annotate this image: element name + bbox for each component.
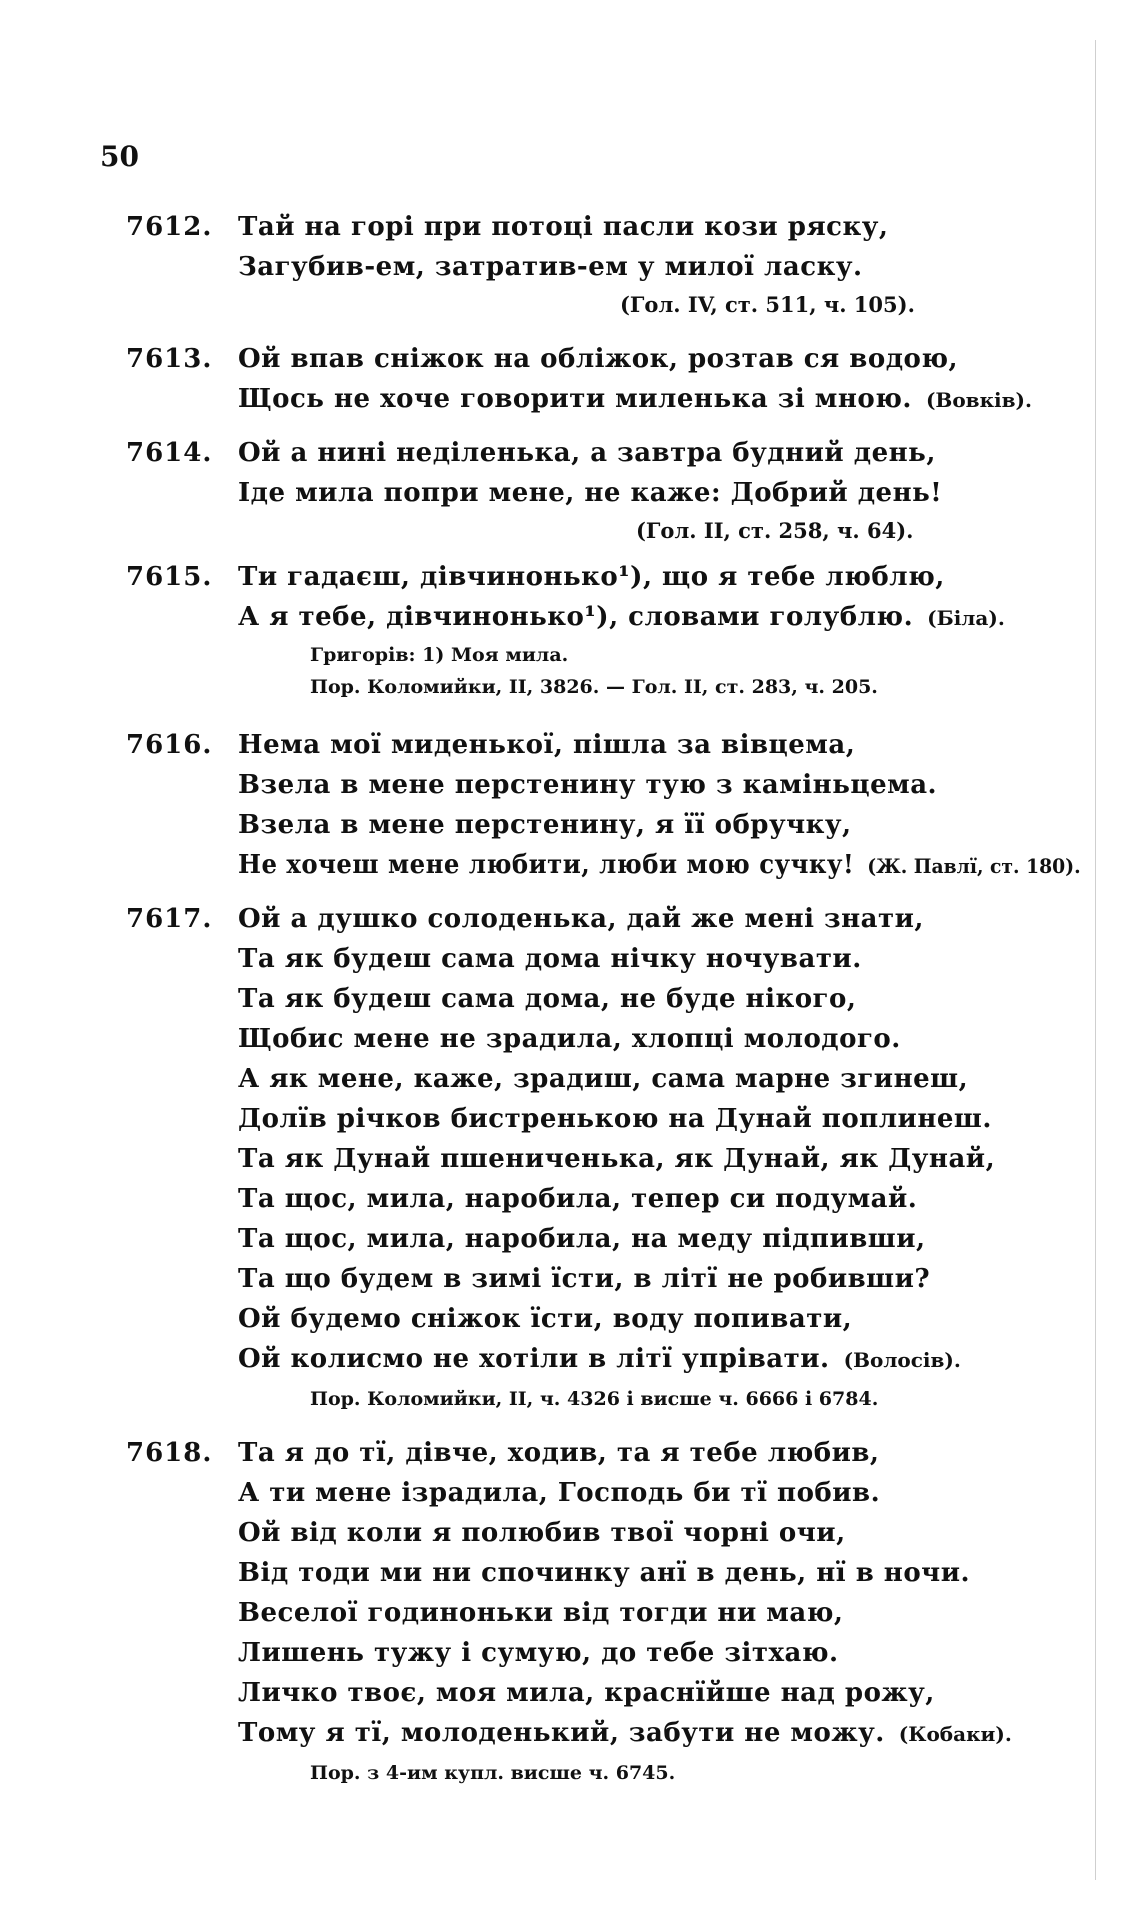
verse-text: Щось не хоче говорити миленька зі мною. [238, 384, 912, 414]
verse-line [238, 904, 924, 934]
comparison-note: Пор. з 4-им купл. висше ч. 6745. [310, 1762, 676, 1784]
verse-line [238, 562, 945, 592]
verse-text: Ой будемо сніжок їсти, воду попивати, [238, 1304, 853, 1334]
verse-line [238, 1304, 852, 1334]
verse-text: Взела в мене перстенину тую з каміньцема. [238, 770, 938, 800]
verse-line [238, 1558, 970, 1588]
verse-line [238, 438, 936, 468]
verse-text: Щобис мене не зрадила, хлопці молодого. [238, 1024, 901, 1054]
verse-text: Ой впав сніжок на обліжок, розтав ся водою, [238, 344, 959, 374]
verse-line [238, 478, 942, 508]
verse-text: Ой а душко солоденька, дай же мені знати, [238, 904, 924, 934]
entry-number: 7618. [126, 1438, 213, 1468]
verse-text: Та щос, мила, наробила, тепер си подумай. [238, 1184, 918, 1214]
verse-text: Тай на горі при потоці пасли кози ряску, [238, 212, 889, 242]
verse-text: А як мене, каже, зрадиш, сама марне згинеш, [238, 1064, 969, 1094]
verse-line [238, 1598, 843, 1628]
verse-text: Від тоди ми ни спочинку анї в день, нї в ночи. [238, 1558, 971, 1588]
entry-number: 7616. [126, 730, 213, 760]
verse-text: Іде мила попри мене, не каже: Добрий день! [238, 478, 943, 508]
source-citation: (Кобаки). [898, 1722, 1012, 1746]
verse-line [238, 770, 937, 800]
verse-text: Та щос, мила, наробила, на меду підпивши, [238, 1224, 926, 1254]
verse-line [238, 1438, 879, 1468]
entry-number: 7614. [126, 438, 213, 468]
source-citation: (Ж. Павлї, ст. 180). [867, 854, 1081, 878]
verse-text: Та як будеш сама дома нічку ночувати. [238, 944, 862, 974]
verse-text: А ти мене ізрадила, Господь би тї побив. [238, 1478, 881, 1508]
verse-text: Долїв річков бистренькою на Дунай поплинеш. [238, 1104, 992, 1134]
verse-text: Веселої годиноньки від тогди ни маю, [238, 1598, 844, 1628]
verse-line [238, 602, 1005, 632]
page-edge-line [1095, 40, 1096, 1880]
source-citation: (Волосів). [843, 1348, 961, 1372]
verse-line [238, 1184, 917, 1214]
verse-line [238, 850, 1081, 880]
verse-line [238, 984, 856, 1014]
verse-line [238, 1024, 901, 1054]
verse-text: А я тебе, дівчинонько¹), словами голублю. [238, 602, 914, 632]
verse-text: Та як будеш сама дома, не буде нікого, [238, 984, 857, 1014]
verse-line [238, 1518, 846, 1548]
verse-line [238, 1224, 926, 1254]
verse-text: Ти гадаєш, дівчинонько¹), що я тебе люблю, [238, 562, 945, 592]
verse-text: Нема мої миденької, пішла за вівцема, [238, 730, 856, 760]
source-citation: (Біла). [927, 606, 1005, 630]
verse-line [238, 1144, 995, 1174]
entry-number: 7613. [126, 344, 213, 374]
verse-text: Ой від коли я полюбив твої чорні очи, [238, 1518, 846, 1548]
verse-line [238, 1064, 968, 1094]
verse-text: Ой а нині неділенька, а завтра будний день, [238, 438, 936, 468]
verse-line [238, 1264, 930, 1294]
page-number: 50 [100, 140, 139, 173]
verse-text: Та що будем в зимі їсти, в літї не робивши? [238, 1264, 931, 1294]
verse-line [238, 384, 1032, 414]
verse-line [238, 1718, 1012, 1748]
verse-text: Та як Дунай пшениченька, як Дунай, як Дунай, [238, 1144, 996, 1174]
verse-line [238, 944, 862, 974]
verse-line [238, 252, 863, 282]
entry-number: 7617. [126, 904, 213, 934]
footnote: Григорів: 1) Моя мила. [310, 644, 569, 666]
comparison-note: Пор. Коломийки, II, 3826. — Гол. II, ст. 283, ч. 205. [310, 676, 878, 698]
verse-line [238, 212, 888, 242]
verse-line [238, 344, 958, 374]
verse-text: Та я до тї, дівче, ходив, та я тебе любив, [238, 1438, 880, 1468]
verse-line [238, 1638, 839, 1668]
entry-number: 7615. [126, 562, 213, 592]
verse-text: Загубив-ем, затратив-ем у милої ласку. [238, 252, 863, 282]
verse-line [238, 1478, 880, 1508]
entry-number: 7612. [126, 212, 213, 242]
verse-line [238, 1678, 935, 1708]
comparison-note: Пор. Коломийки, II, ч. 4326 і висше ч. 6666 і 6784. [310, 1388, 879, 1410]
verse-line [238, 730, 855, 760]
verse-text: Ой колисмо не хотіли в літї упрівати. [238, 1344, 830, 1374]
verse-text: Тому я тї, молоденький, забути не можу. [238, 1718, 885, 1748]
verse-line [238, 1344, 961, 1374]
verse-line [238, 1104, 992, 1134]
verse-text: Не хочеш мене любити, люби мою сучку! [238, 850, 855, 880]
source-citation: (Гол. IV, ст. 511, ч. 105). [620, 292, 915, 317]
verse-text: Личко твоє, моя мила, краснїйше над рожу, [238, 1678, 935, 1708]
verse-text: Взела в мене перстенину, я її обручку, [238, 810, 852, 840]
verse-line [238, 810, 852, 840]
verse-text: Лишень тужу і сумую, до тебе зітхаю. [238, 1638, 839, 1668]
source-citation: (Вовків). [925, 388, 1032, 412]
source-citation: (Гол. II, ст. 258, ч. 64). [636, 518, 914, 543]
